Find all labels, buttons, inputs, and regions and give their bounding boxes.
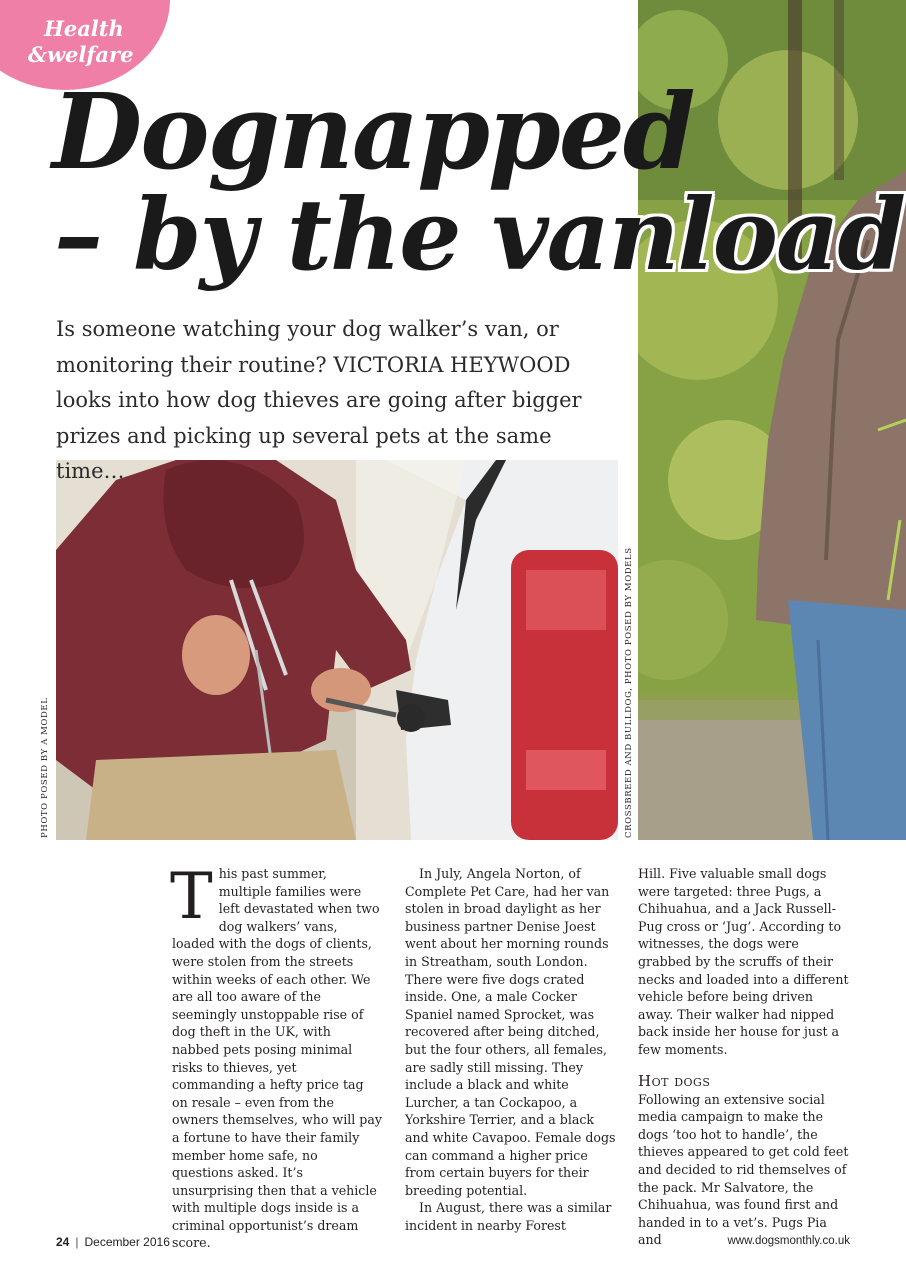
section-subhead: Hot dogs xyxy=(638,1071,711,1090)
page-number: 24 xyxy=(56,1235,70,1249)
standfirst: Is someone watching your dog walker’s van, or monitoring their routine? VICTORIA HEYWOOD looks into how dog thieves are going after bigger prizes and picking up several pets at the same time… xyxy=(56,317,582,483)
article-column-1 xyxy=(170,860,382,1252)
article-paragraph: his past summer, multiple families were left devastated when two dog walkers’ vans, loaded with the dogs of clients, were stolen from the streets within weeks of each other. We are all too aware of the seemingly unstoppable rise of dog theft in the UK, with nabbed pets posing minimal risks to thieves, yet commanding a hefty price tag on resale – even from the owners themselves, who will pay a fortune to have their family member home safe, no questions asked. It’s unsurprising then that a vehicle with multiple dogs inside is a criminal opportunist’s dream score. xyxy=(172,866,382,1251)
website-url: www.dogsmonthly.co.uk xyxy=(727,1235,850,1247)
headline-line-2: – by the vanload xyxy=(54,178,904,293)
badge-line-welfare: &welfare xyxy=(28,42,134,67)
article-paragraph: In July, Angela Norton, of Complete Pet Care, had her van stolen in broad daylight as her business partner Denise Joest went about her morning rounds in Streatham, south London. There were five dogs crated inside. One, a male Cocker Spaniel named Sprocket, was recovered after being ditched, but the four others, all females, are sadly still missing. They include a black and white Lurcher, a tan Cockapoo, a Yorkshire Terrier, and a black and white Cavapoo. Female dogs can command a higher price from certain buyers for their breeding potential. xyxy=(405,866,616,1198)
photo-credit-left: PHOTO POSED BY A MODEL xyxy=(40,697,50,838)
article-paragraph: Hill. Five valuable small dogs were targeted: three Pugs, a Chihuahua, and a Jack Russell-Pug cross or ‘Jug’. According to witnesses, the dogs were grabbed by the scruffs of their necks and loaded into a different vehicle before being driven away. Their walker had nipped back inside her house for just a few moments. xyxy=(638,866,849,1057)
badge-line-health: Health xyxy=(44,16,124,41)
headline-line-1: Dognapped xyxy=(52,70,694,193)
article-paragraph: Following an extensive social media campaign to make the dogs ‘too hot to handle’, the thieves appeared to get cold feet and decided to rid themselves of the pack. Mr Salvatore, the Chihuahua, was found first and handed in to a vet’s. Pugs Pia and xyxy=(638,1091,849,1248)
thief-photo xyxy=(56,460,618,840)
drop-cap: T xyxy=(170,860,213,934)
thief-photo-illustration xyxy=(56,460,618,840)
article-column-3 xyxy=(638,865,852,1249)
photo-credit-right: CROSSBREED AND BULLDOG, PHOTO POSED BY MODELS xyxy=(624,547,634,838)
article-column-2 xyxy=(405,865,617,1234)
issue-date: December 2016 xyxy=(84,1235,170,1249)
footer-separator: | xyxy=(75,1235,79,1249)
page-footer-left xyxy=(56,1235,170,1249)
article-paragraph: In August, there was a similar incident in nearby Forest xyxy=(405,1200,612,1233)
